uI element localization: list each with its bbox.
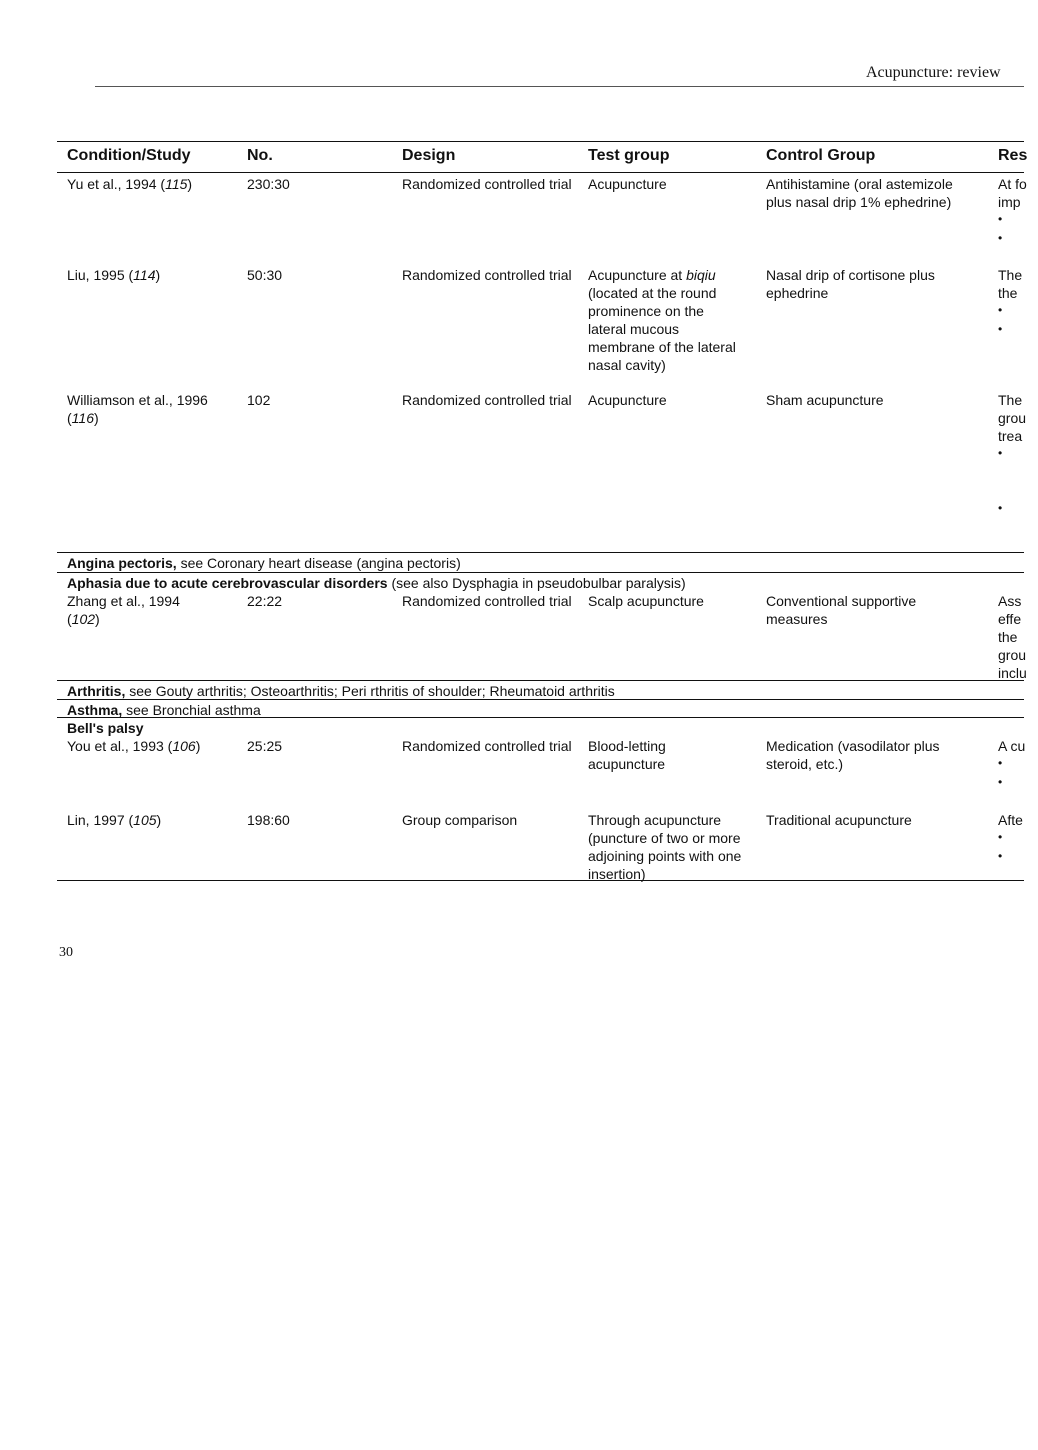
test-group-cell: Acupuncture at biqiu (located at the round prominence on the lateral mucous membrane of the lateral nasal cavity) — [588, 267, 736, 373]
control-group-cell: Sham acupuncture — [766, 392, 884, 408]
bullet-icon: • — [998, 231, 1003, 245]
design-cell: Randomized controlled trial — [402, 593, 572, 609]
header-test-group: Test group — [588, 147, 670, 164]
study-cell: Williamson et al., 1996 (116) — [67, 392, 208, 426]
row-divider — [57, 572, 1024, 573]
header-control-group: Control Group — [766, 147, 876, 164]
bullet-icon: • — [998, 775, 1003, 789]
results-cell: The — [998, 267, 1023, 283]
header-bottom-rule — [57, 172, 1024, 173]
design-cell: Group comparison — [402, 812, 518, 828]
section-heading-angina: Angina pectoris, see Coronary heart disease (angina pectoris) — [67, 555, 461, 571]
control-group-cell: Conventional supportive measures — [766, 593, 917, 627]
table-bottom-rule — [57, 880, 1024, 881]
row-divider — [57, 717, 1024, 718]
design-cell: Randomized controlled trial — [402, 392, 572, 408]
study-cell: You et al., 1993 (106) — [67, 738, 201, 754]
number-cell: 198:60 — [247, 812, 290, 828]
results-cell: inclu — [998, 665, 1027, 681]
results-cell: effe — [998, 611, 1022, 627]
results-cell: trea — [998, 428, 1023, 444]
results-cell: A cu — [998, 738, 1026, 754]
bullet-icon: • — [998, 756, 1003, 770]
number-cell: 50:30 — [247, 267, 283, 283]
number-cell: 25:25 — [247, 738, 283, 754]
section-heading-aphasia: Aphasia due to acute cerebrovascular disorders (see also Dysphagia in pseudobulbar paralysis) — [67, 575, 686, 591]
results-cell: grou — [998, 647, 1027, 663]
test-group-cell: Through acupuncture (puncture of two or more adjoining points with one insertion) — [588, 812, 742, 882]
table-top-rule — [57, 141, 1024, 142]
running-head: Acupuncture: review — [866, 64, 1001, 81]
row-divider — [57, 699, 1024, 700]
results-cell: the — [998, 285, 1018, 301]
number-cell: 22:22 — [247, 593, 283, 609]
study-cell: Yu et al., 1994 (115) — [67, 176, 193, 192]
bullet-icon: • — [998, 303, 1003, 317]
page-number: 30 — [59, 945, 73, 960]
bullet-icon: • — [998, 501, 1003, 515]
results-cell: Ass — [998, 593, 1022, 609]
header-no: No. — [247, 147, 273, 164]
design-cell: Randomized controlled trial — [402, 176, 572, 192]
section-heading-asthma: Asthma, see Bronchial asthma — [67, 702, 261, 718]
header-condition: Condition/Study — [67, 147, 191, 164]
results-cell: grou — [998, 410, 1027, 426]
header-design: Design — [402, 147, 456, 164]
bullet-icon: • — [998, 830, 1003, 844]
control-group-cell: Nasal drip of cortisone plus ephedrine — [766, 267, 935, 301]
results-cell: At fo — [998, 176, 1027, 192]
test-group-cell: Acupuncture — [588, 392, 667, 408]
design-cell: Randomized controlled trial — [402, 267, 572, 283]
control-group-cell: Antihistamine (oral astemizole plus nasal drip 1% ephedrine) — [766, 176, 953, 210]
bullet-icon: • — [998, 212, 1003, 226]
control-group-cell: Medication (vasodilator plus steroid, etc.) — [766, 738, 940, 772]
header-results: Res — [998, 147, 1028, 164]
results-cell: The — [998, 392, 1023, 408]
row-divider — [57, 680, 1024, 681]
design-cell: Randomized controlled trial — [402, 738, 572, 754]
study-cell: Zhang et al., 1994 (102) — [67, 593, 180, 627]
section-heading-arthritis: Arthritis, see Gouty arthritis; Osteoarthritis; Peri rthritis of shoulder; Rheumatoid arthritis — [67, 683, 615, 699]
results-cell: the — [998, 629, 1018, 645]
study-cell: Liu, 1995 (114) — [67, 267, 161, 283]
test-group-cell: Scalp acupuncture — [588, 593, 704, 609]
section-heading-bells-palsy: Bell's palsy — [67, 720, 144, 736]
bullet-icon: • — [998, 849, 1003, 863]
number-cell: 230:30 — [247, 176, 290, 192]
number-cell: 102 — [247, 392, 271, 408]
row-divider — [57, 552, 1024, 553]
bullet-icon: • — [998, 322, 1003, 336]
test-group-cell: Acupuncture — [588, 176, 667, 192]
control-group-cell: Traditional acupuncture — [766, 812, 912, 828]
study-cell: Lin, 1997 (105) — [67, 812, 162, 828]
results-cell: Afte — [998, 812, 1023, 828]
results-cell: imp — [998, 194, 1021, 210]
test-group-cell: Blood-letting acupuncture — [588, 738, 666, 772]
bullet-icon: • — [998, 446, 1003, 460]
header-rule — [95, 86, 1024, 87]
